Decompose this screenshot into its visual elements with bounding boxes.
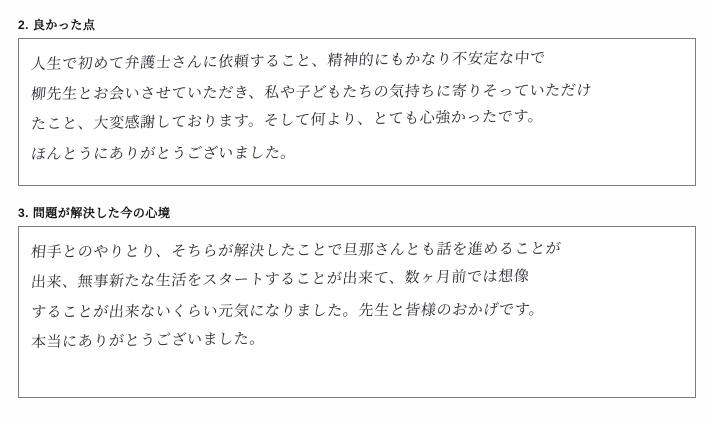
- handwritten-line: することが出来ないくらい元気になりました。先生と皆様のおかげです。: [29, 300, 546, 322]
- answer-box-good-points: [18, 38, 696, 186]
- handwritten-line: たこと、大変感謝しております。そして何より、とても心強かったです。: [30, 107, 544, 134]
- section-good-points: [0, 18, 712, 186]
- handwritten-line: 本当にありがとうございました。: [30, 329, 266, 352]
- answer-box-current-state: [18, 226, 696, 398]
- handwritten-line: ほんとうにありがとうございました。: [29, 143, 298, 164]
- handwritten-line: 出来、無事新たな生活をスタートすることが出来て、数ヶ月前では想像: [30, 267, 531, 292]
- handwritten-answer-current-state: [19, 227, 695, 397]
- handwritten-line: 柳先生とお会いさせていただき、私や子どもたちの気持ちに寄りそっていただけ: [30, 81, 593, 104]
- section-heading-current-state: 3. 問題が解決した今の心境: [18, 206, 171, 220]
- handwritten-line: 相手とのやりとり、そちらが解決したことで旦那さんとも話を進めることが: [30, 239, 563, 262]
- section-heading-good-points: 2. 良かった点: [18, 18, 96, 32]
- section-current-state: [0, 206, 712, 398]
- handwritten-answer-good-points: [19, 39, 695, 185]
- handwritten-line: 人生で初めて弁護士さんに依頼すること、精神的にもかなり不安定な中で: [30, 49, 547, 74]
